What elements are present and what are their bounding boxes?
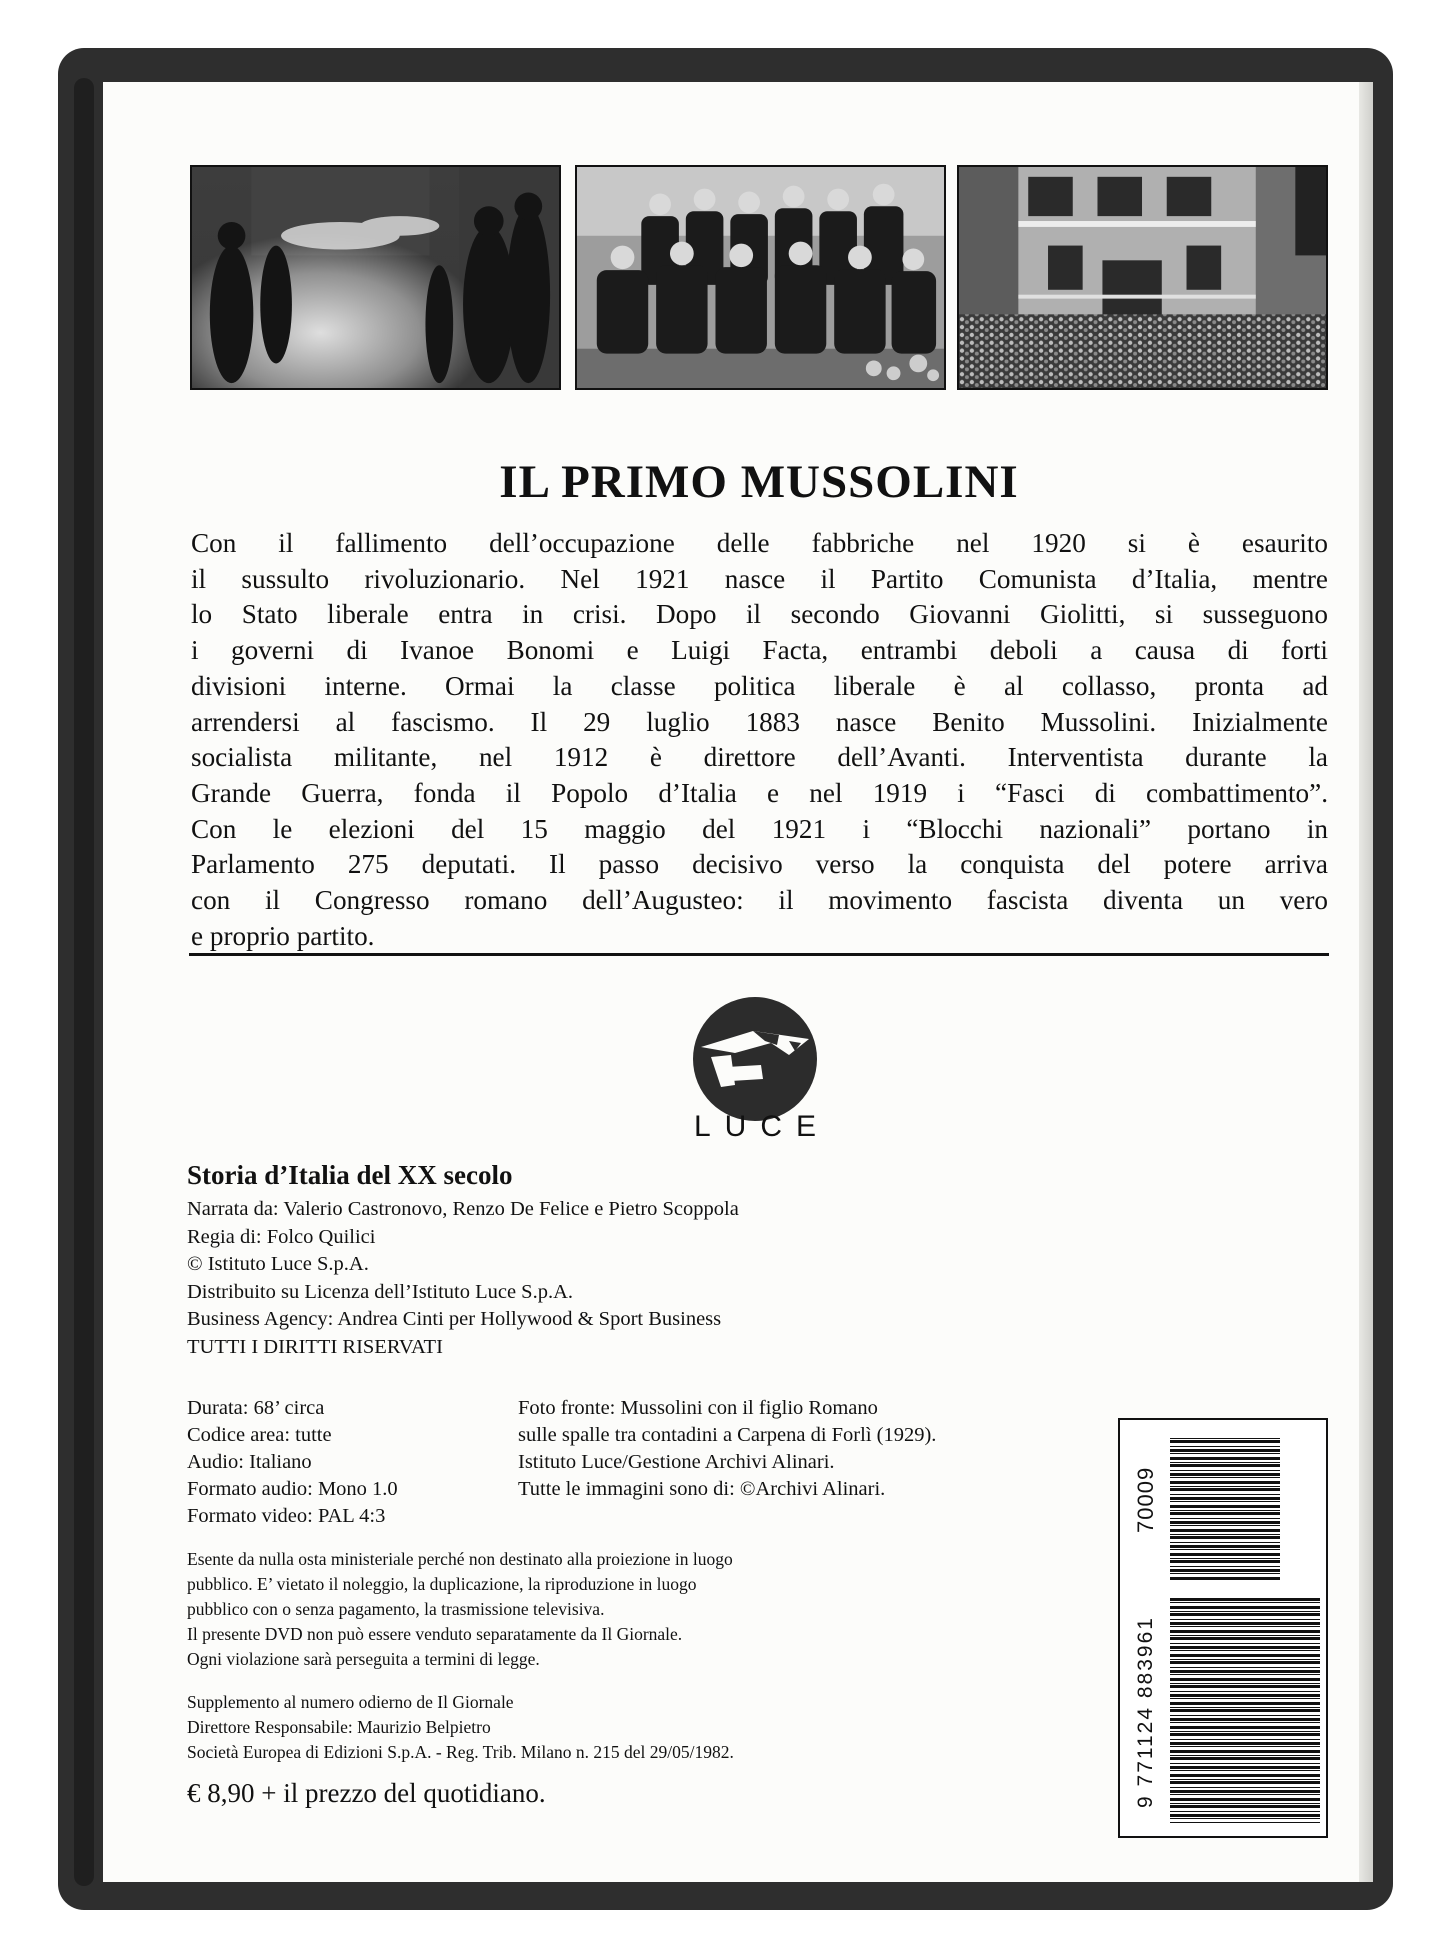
synopsis-line: lo Stato liberale entra in crisi. Dopo il secondo Giovanni Giolitti, si susseguono — [191, 599, 1328, 630]
legal-line: pubblico con o senza pagamento, la trasmissione televisiva. — [187, 1599, 605, 1619]
synopsis-line: Con il fallimento dell’occupazione delle fabbriche nel 1920 si è esaurito — [191, 528, 1328, 558]
synopsis-line: Con le elezioni del 15 maggio del 1921 i “Blocchi nazionali” portano in — [191, 813, 1328, 844]
synopsis-line: i governi di Ivanoe Bonomi e Luigi Facta, entrambi deboli a causa di forti — [191, 635, 1328, 666]
spec-line: Formato video: PAL 4:3 — [187, 1505, 386, 1527]
technical-specs — [187, 1395, 398, 1530]
credit-line: © Istituto Luce S.p.A. — [187, 1253, 369, 1275]
synopsis — [191, 526, 1328, 954]
barcode-bars-icon — [1170, 1438, 1320, 1823]
legal-line: Ogni violazione sarà perseguita a termini di legge. — [187, 1649, 540, 1669]
photo-credit-line: Tutte le immagini sono di: ©Archivi Alinari. — [518, 1478, 886, 1500]
publisher-line: Società Europea di Edizioni S.p.A. - Reg. Trib. Milano n. 215 del 29/05/1982. — [187, 1742, 734, 1762]
photo-credit-line: sulle spalle tra contadini a Carpena di Forlì (1929). — [518, 1424, 937, 1446]
spec-line: Formato audio: Mono 1.0 — [187, 1478, 398, 1500]
photo-credit-line: Foto fronte: Mussolini con il figlio Romano — [518, 1397, 878, 1419]
spec-line: Audio: Italiano — [187, 1451, 312, 1473]
photo-group-portrait — [575, 165, 946, 390]
synopsis-line: Parlamento 275 deputati. Il passo decisivo verso la conquista del potere arriva — [191, 849, 1328, 880]
luce-logo-icon — [691, 995, 819, 1123]
spec-line: Durata: 68’ circa — [187, 1397, 325, 1419]
publisher-info — [187, 1690, 734, 1765]
photo-credit-line: Istituto Luce/Gestione Archivi Alinari. — [518, 1451, 835, 1473]
luce-logo-text: LUCE — [693, 1110, 831, 1143]
legal-line: pubblico. E’ vietato il noleggio, la duplicazione, la riproduzione in luogo — [187, 1574, 697, 1594]
credit-line: Narrata da: Valerio Castronovo, Renzo De Felice e Pietro Scoppola — [187, 1198, 739, 1220]
credit-line: Regia di: Folco Quilici — [187, 1225, 376, 1248]
legal-line: Esente da nulla osta ministeriale perché non destinato alla proiezione in luogo — [187, 1549, 733, 1569]
photo-credits — [518, 1395, 936, 1503]
page-title: IL PRIMO MUSSOLINI — [499, 456, 1019, 508]
synopsis-line: e proprio partito. — [191, 920, 375, 951]
dvd-case-hinge — [74, 78, 94, 1886]
photo-street-crowd-fire — [190, 165, 561, 390]
synopsis-line: arrendersi al fascismo. Il 29 luglio 1883 nasce Benito Mussolini. Inizialmente — [191, 706, 1328, 737]
price-line: € 8,90 + il prezzo del quotidiano. — [187, 1778, 546, 1808]
credit-line: Business Agency: Andrea Cinti per Hollywood & Sport Business — [187, 1308, 722, 1330]
insert-edge-shadow — [1359, 82, 1373, 1882]
synopsis-line: divisioni interne. Ormai la classe politica liberale è al collasso, pronta ad — [191, 670, 1328, 701]
spec-line: Codice area: tutte — [187, 1424, 332, 1446]
synopsis-line: socialista militante, nel 1912 è direttore dell’Avanti. Interventista durante la — [191, 742, 1328, 773]
barcode — [1118, 1418, 1328, 1838]
publisher-line: Supplemento al numero odierno de Il Giornale — [187, 1692, 514, 1712]
series-title: Storia d’Italia del XX secolo — [187, 1160, 513, 1190]
divider-rule — [189, 953, 1329, 956]
legal-line: Il presente DVD non può essere venduto separatamente da Il Giornale. — [187, 1624, 683, 1644]
photo-balcony-crowd — [957, 165, 1328, 390]
synopsis-line: il sussulto rivoluzionario. Nel 1921 nasce il Partito Comunista d’Italia, mentre — [191, 563, 1328, 594]
barcode-addon-number: 70009 — [1133, 1466, 1158, 1534]
legal-notice — [187, 1547, 733, 1672]
credit-line: Distribuito su Licenza dell’Istituto Luce S.p.A. — [187, 1280, 574, 1303]
barcode-number: 9 771124 883961 — [1134, 1616, 1157, 1809]
credit-line: TUTTI I DIRITTI RISERVATI — [187, 1335, 443, 1358]
synopsis-line: con il Congresso romano dell’Augusteo: il movimento fascista diventa un vero — [191, 885, 1328, 916]
synopsis-line: Grande Guerra, fonda il Popolo d’Italia e nel 1919 i “Fasci di combattimento”. — [191, 777, 1328, 808]
credits-block — [187, 1196, 739, 1361]
publisher-line: Direttore Responsabile: Maurizio Belpietro — [187, 1717, 491, 1737]
